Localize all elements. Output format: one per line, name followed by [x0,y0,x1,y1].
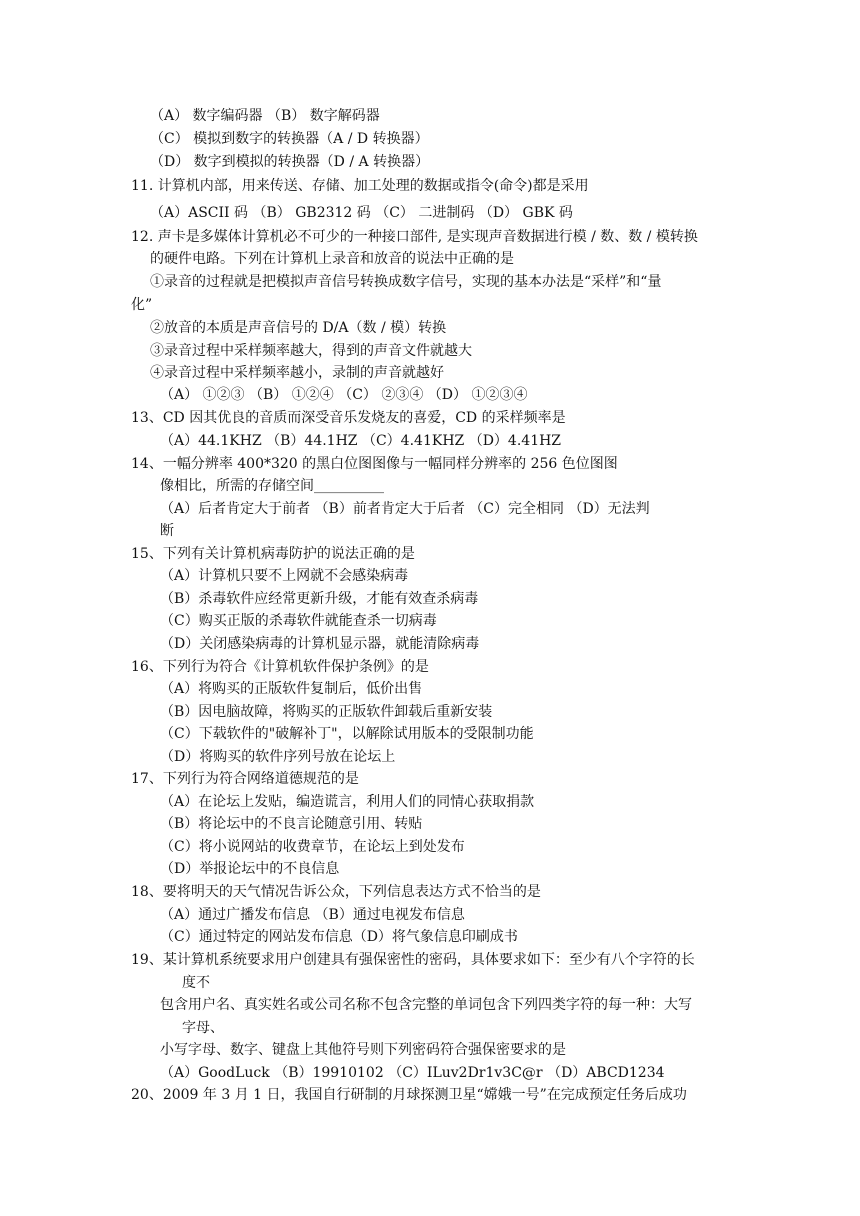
question-17-option-b: （B）将论坛中的不良言论随意引用、转贴 [160,816,423,832]
question-17-option-c: （C）将小说网站的收费章节，在论坛上到处发布 [160,839,465,855]
statement-4: ④录音过程中采样频率越小，录制的声音就越好 [150,365,444,381]
question-19-options: （A）GoodLuck （B）19910102 （C）ILuv2Dr1v3C@r （D）ABCD1234 [160,1065,665,1081]
question-19-wrap-2: 字母、 [182,1020,224,1036]
option-line-ab: （A） 数字编码器 （B） 数字解码器 [150,108,380,124]
question-17: 17、下列行为符合网络道德规范的是 [131,771,359,787]
question-19: 19、某计算机系统要求用户创建具有强保密性的密码，具体要求如下：至少有八个字符的长 [131,952,695,968]
question-20: 20、2009 年 3 月 1 日，我国自行研制的月球探测卫星“嫦娥一号”在完成预定任务后成功 [131,1087,687,1103]
question-19-requirements-continued: 小写字母、数字、键盘上其他符号则下列密码符合强保密要求的是 [160,1042,566,1058]
question-13: 13、CD 因其优良的音质而深受音乐发烧友的喜爱，CD 的采样频率是 [131,410,566,426]
question-15-option-d: （D）关闭感染病毒的计算机显示器，就能清除病毒 [160,636,480,652]
question-15-option-c: （C）购买正版的杀毒软件就能查杀一切病毒 [160,613,437,629]
question-11: 11. 计算机内部，用来传送、存储、加工处理的数据或指令(命令)都是采用 [131,178,589,194]
question-14-options-continued: 断 [160,523,174,539]
question-14-options: （A）后者肯定大于前者 （B）前者肯定大于后者 （C）完全相同 （D）无法判 [160,501,650,517]
question-16-option-c: （C）下载软件的"破解补丁"，以解除试用版本的受限制功能 [160,726,534,742]
question-14: 14、一幅分辨率 400*320 的黑白位图图像与一幅同样分辨率的 256 色位图图 [131,456,618,472]
question-15-option-a: （A）计算机只要不上网就不会感染病毒 [160,568,409,584]
question-11-options: （A）ASCII 码 （B） GB2312 码 （C） 二进制码 （D） GBK 码 [150,205,573,221]
question-14-continued: 像相比，所需的存储空间__________ [160,478,384,494]
question-16: 16、下列行为符合《计算机软件保护条例》的是 [131,659,429,675]
question-18-options-cd: （C）通过特定的网站发布信息（D）将气象信息印刷成书 [160,929,518,945]
statement-2: ②放音的本质是声音信号的 D/A（数 / 模）转换 [150,320,447,336]
question-17-option-d: （D）举报论坛中的不良信息 [160,861,340,877]
question-15-option-b: （B）杀毒软件应经常更新升级，才能有效查杀病毒 [160,591,479,607]
statement-1: ①录音的过程就是把模拟声音信号转换成数字信号，实现的基本办法是“采样”和“量 [150,274,662,290]
question-19-requirements: 包含用户名、真实姓名或公司名称不包含完整的单词包含下列四类字符的每一种：大写 [160,997,692,1013]
statement-1-continued: 化” [131,297,153,313]
question-12: 12. 声卡是多媒体计算机必不可少的一种接口部件, 是实现声音数据进行模 / 数、数 / 模转换 [131,229,698,245]
question-13-options: （A）44.1KHZ （B）44.1HZ （C）4.41KHZ （D）4.41HZ [160,433,562,449]
question-19-wrap-1: 度不 [182,975,210,991]
statement-3: ③录音过程中采样频率越大，得到的声音文件就越大 [150,343,472,359]
question-18: 18、要将明天的天气情况告诉公众，下列信息表达方式不恰当的是 [131,884,541,900]
question-17-option-a: （A）在论坛上发贴，编造谎言，利用人们的同情心获取捐款 [160,794,535,810]
question-16-option-b: （B）因电脑故障，将购买的正版软件卸载后重新安装 [160,704,493,720]
option-line-d: （D） 数字到模拟的转换器（D / A 转换器） [150,154,430,170]
question-12-options: （A） ①②③ （B） ①②④ （C） ②③④ （D） ①②③④ [160,387,528,403]
question-16-option-a: （A）将购买的正版软件复制后，低价出售 [160,681,423,697]
question-18-options-ab: （A）通过广播发布信息 （B）通过电视发布信息 [160,907,465,923]
question-16-option-d: （D）将购买的软件序列号放在论坛上 [160,749,396,765]
option-line-c: （C） 模拟到数字的转换器（A / D 转换器） [150,131,429,147]
question-15: 15、下列有关计算机病毒防护的说法正确的是 [131,546,415,562]
question-12-continued: 的硬件电路。下列在计算机上录音和放音的说法中正确的是 [150,251,514,267]
